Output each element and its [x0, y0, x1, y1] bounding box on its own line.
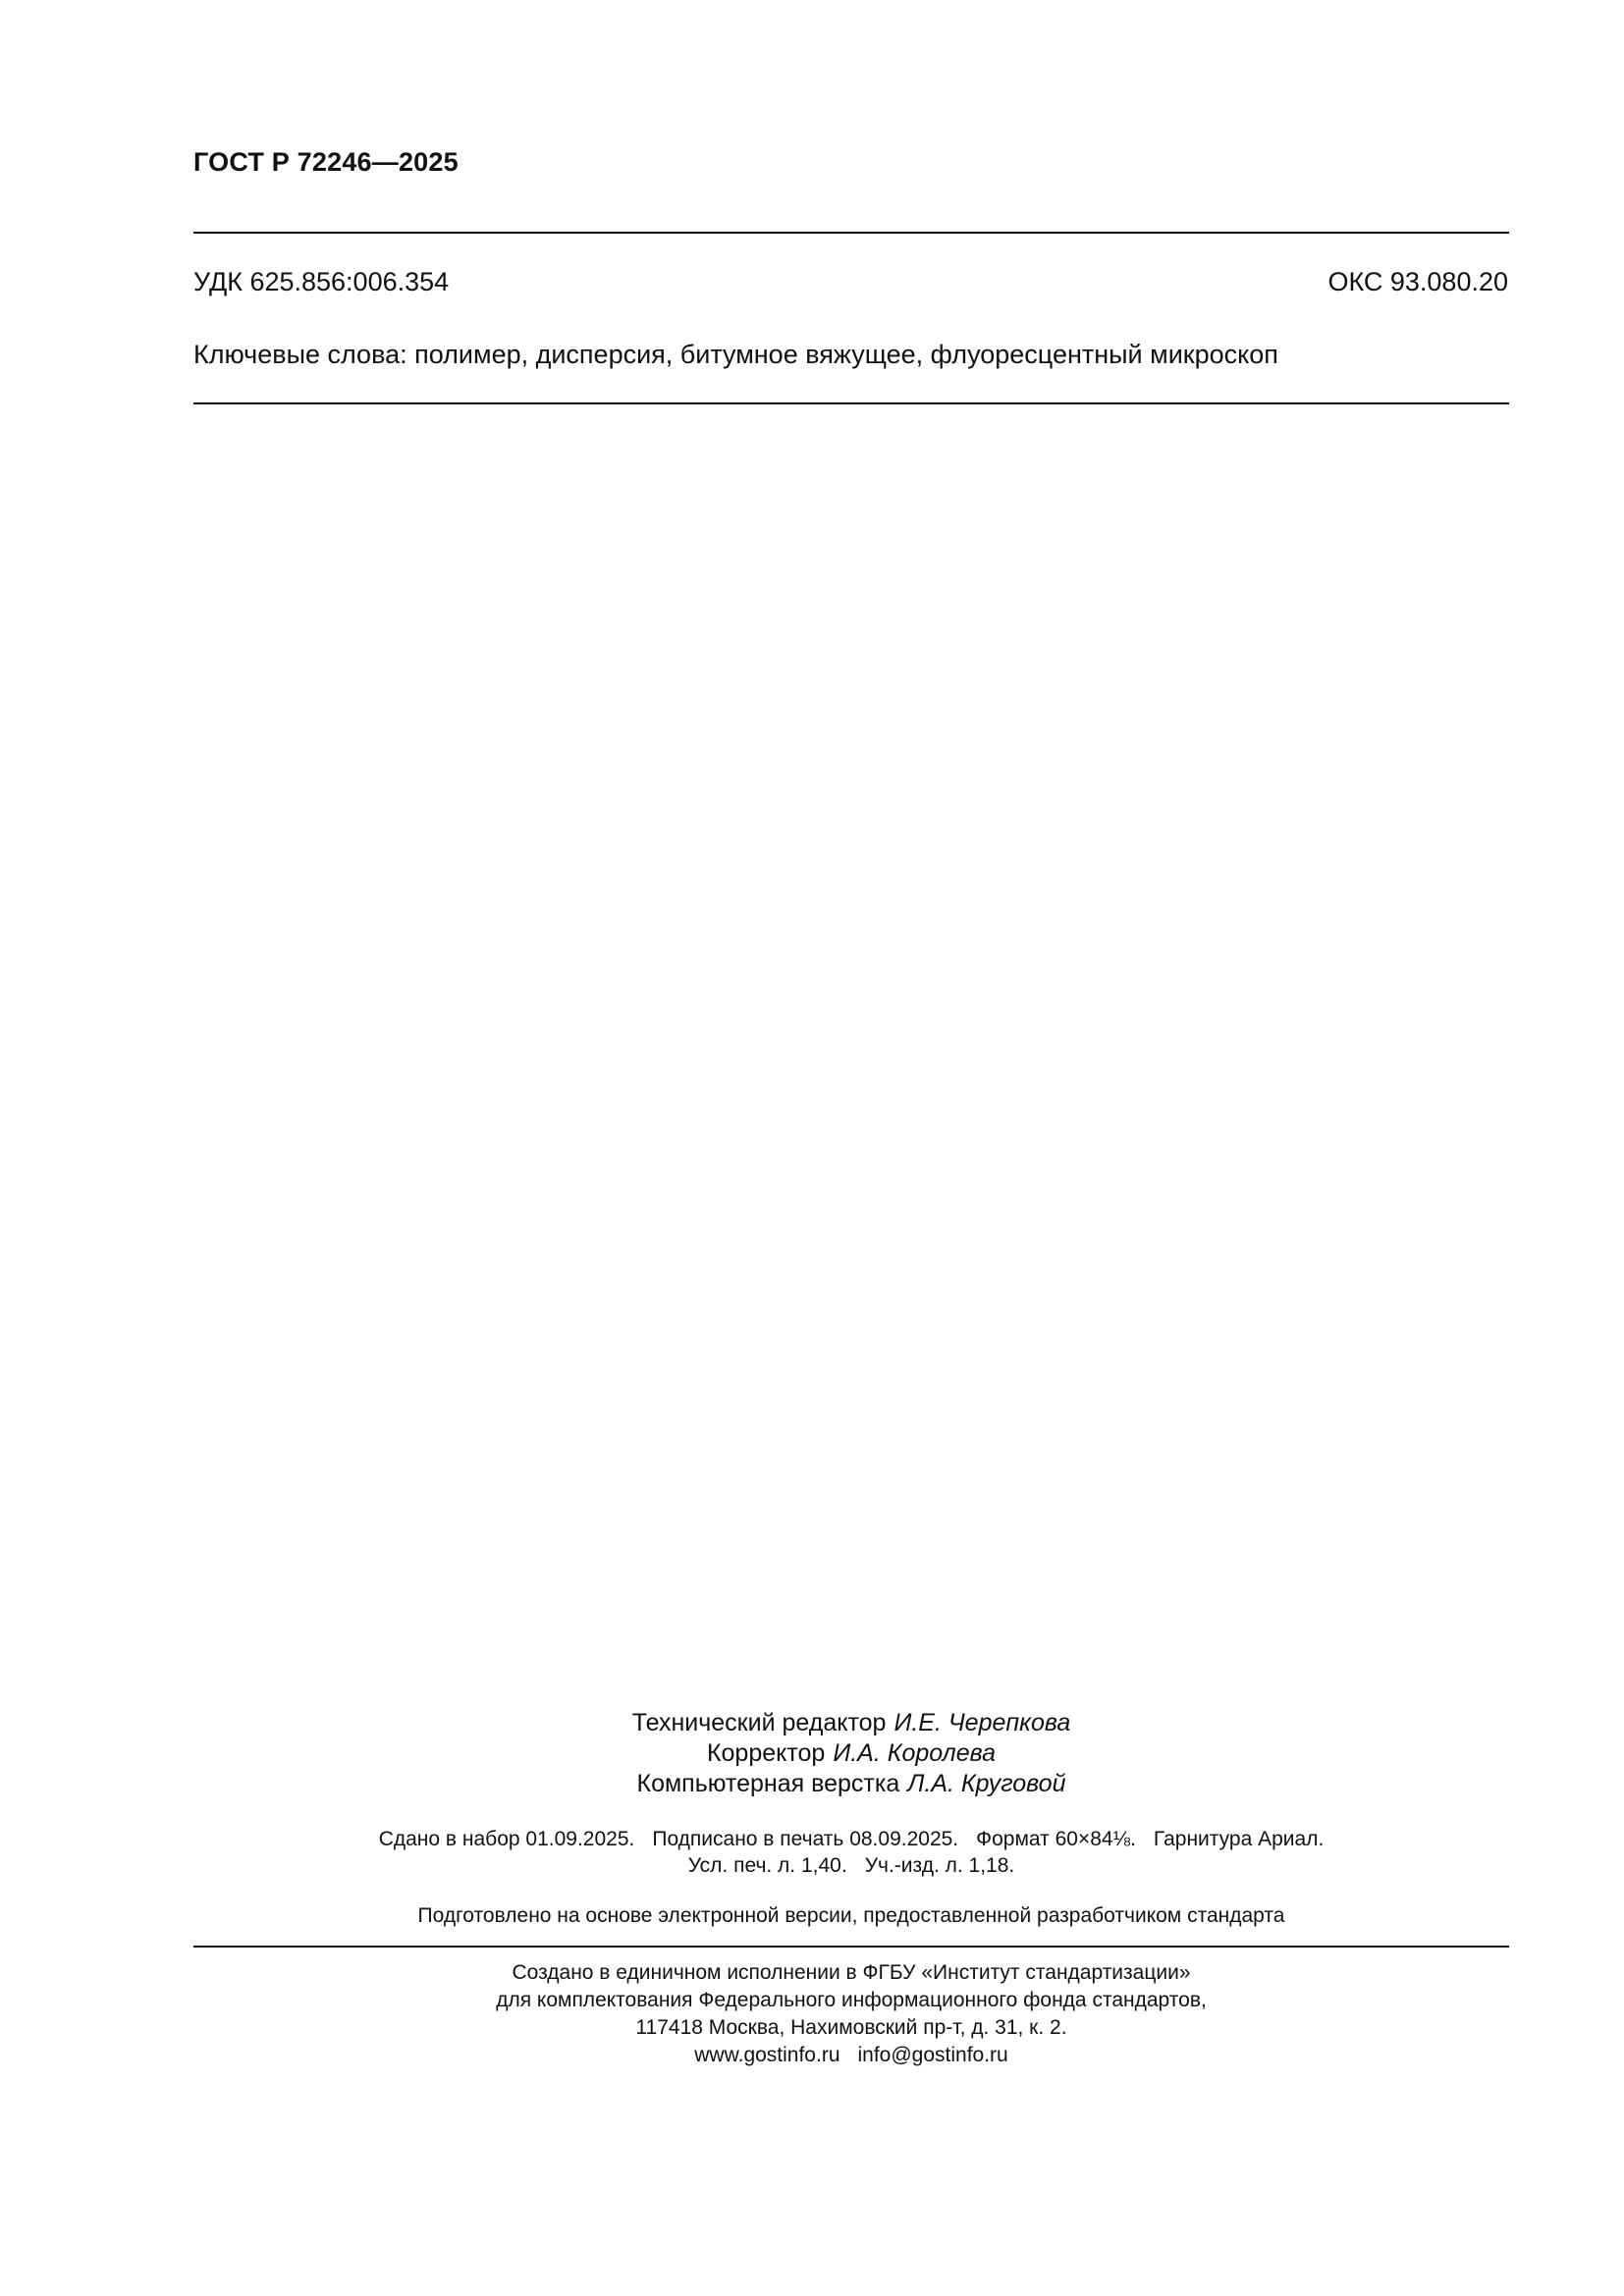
layout-name: Л.А. Круговой: [907, 1770, 1066, 1797]
layout-role: Компьютерная верстка: [636, 1770, 900, 1797]
prepared-note: Подготовлено на основе электронной версии, предоставленной разработчиком стандарта: [417, 1904, 1285, 1927]
print-info-line-2: [193, 1852, 1509, 1879]
publisher-address: 117418 Москва, Нахимовский пр-т, д. 31, к. 2.: [635, 2016, 1067, 2039]
keywords-divider: [193, 402, 1509, 404]
print-info: [193, 1826, 1509, 1879]
tech-editor-name: И.Е. Черепкова: [893, 1709, 1071, 1736]
signed-date: Подписано в печать 08.09.2025.: [652, 1828, 959, 1850]
proofreader-credit: [193, 1738, 1509, 1769]
top-divider: [193, 232, 1509, 234]
typeface: Гарнитура Ариал.: [1153, 1828, 1325, 1850]
udk-code: УДК 625.856:006.354: [193, 267, 450, 296]
print-format: Формат 60×84⅛.: [976, 1828, 1136, 1850]
email-link[interactable]: info@gostinfo.ru: [857, 2044, 1008, 2066]
staff-credits: [193, 1708, 1509, 1799]
proofreader-name: И.А. Королева: [833, 1739, 997, 1767]
publisher-links: [193, 2042, 1509, 2069]
publisher-line-2: для комплектования Федерального информационного фонда стандартов,: [496, 1989, 1207, 2011]
publisher-info: [193, 1959, 1509, 2069]
submitted-date: Сдано в набор 01.09.2025.: [378, 1828, 635, 1850]
standard-code: ГОСТ Р 72246—2025: [193, 147, 459, 177]
oks-code: ОКС 93.080.20: [1327, 267, 1508, 296]
print-info-line-1: [193, 1826, 1509, 1852]
publisher-line-1: Создано в единичном исполнении в ФГБУ «Институт стандартизации»: [512, 1961, 1191, 1984]
keywords-line: Ключевые слова: полимер, дисперсия, битумное вяжущее, флуоресцентный микроскоп: [193, 340, 1278, 369]
layout-credit: [193, 1769, 1509, 1799]
tech-editor-credit: [193, 1708, 1509, 1738]
print-sheets: Усл. печ. л. 1,40.: [687, 1854, 847, 1877]
publisher-sheets: Уч.-изд. л. 1,18.: [864, 1854, 1015, 1877]
proofreader-role: Корректор: [706, 1739, 826, 1767]
imprint-divider: [193, 1946, 1509, 1948]
website-link[interactable]: www.gostinfo.ru: [694, 2044, 840, 2066]
tech-editor-role: Технический редактор: [631, 1709, 887, 1736]
